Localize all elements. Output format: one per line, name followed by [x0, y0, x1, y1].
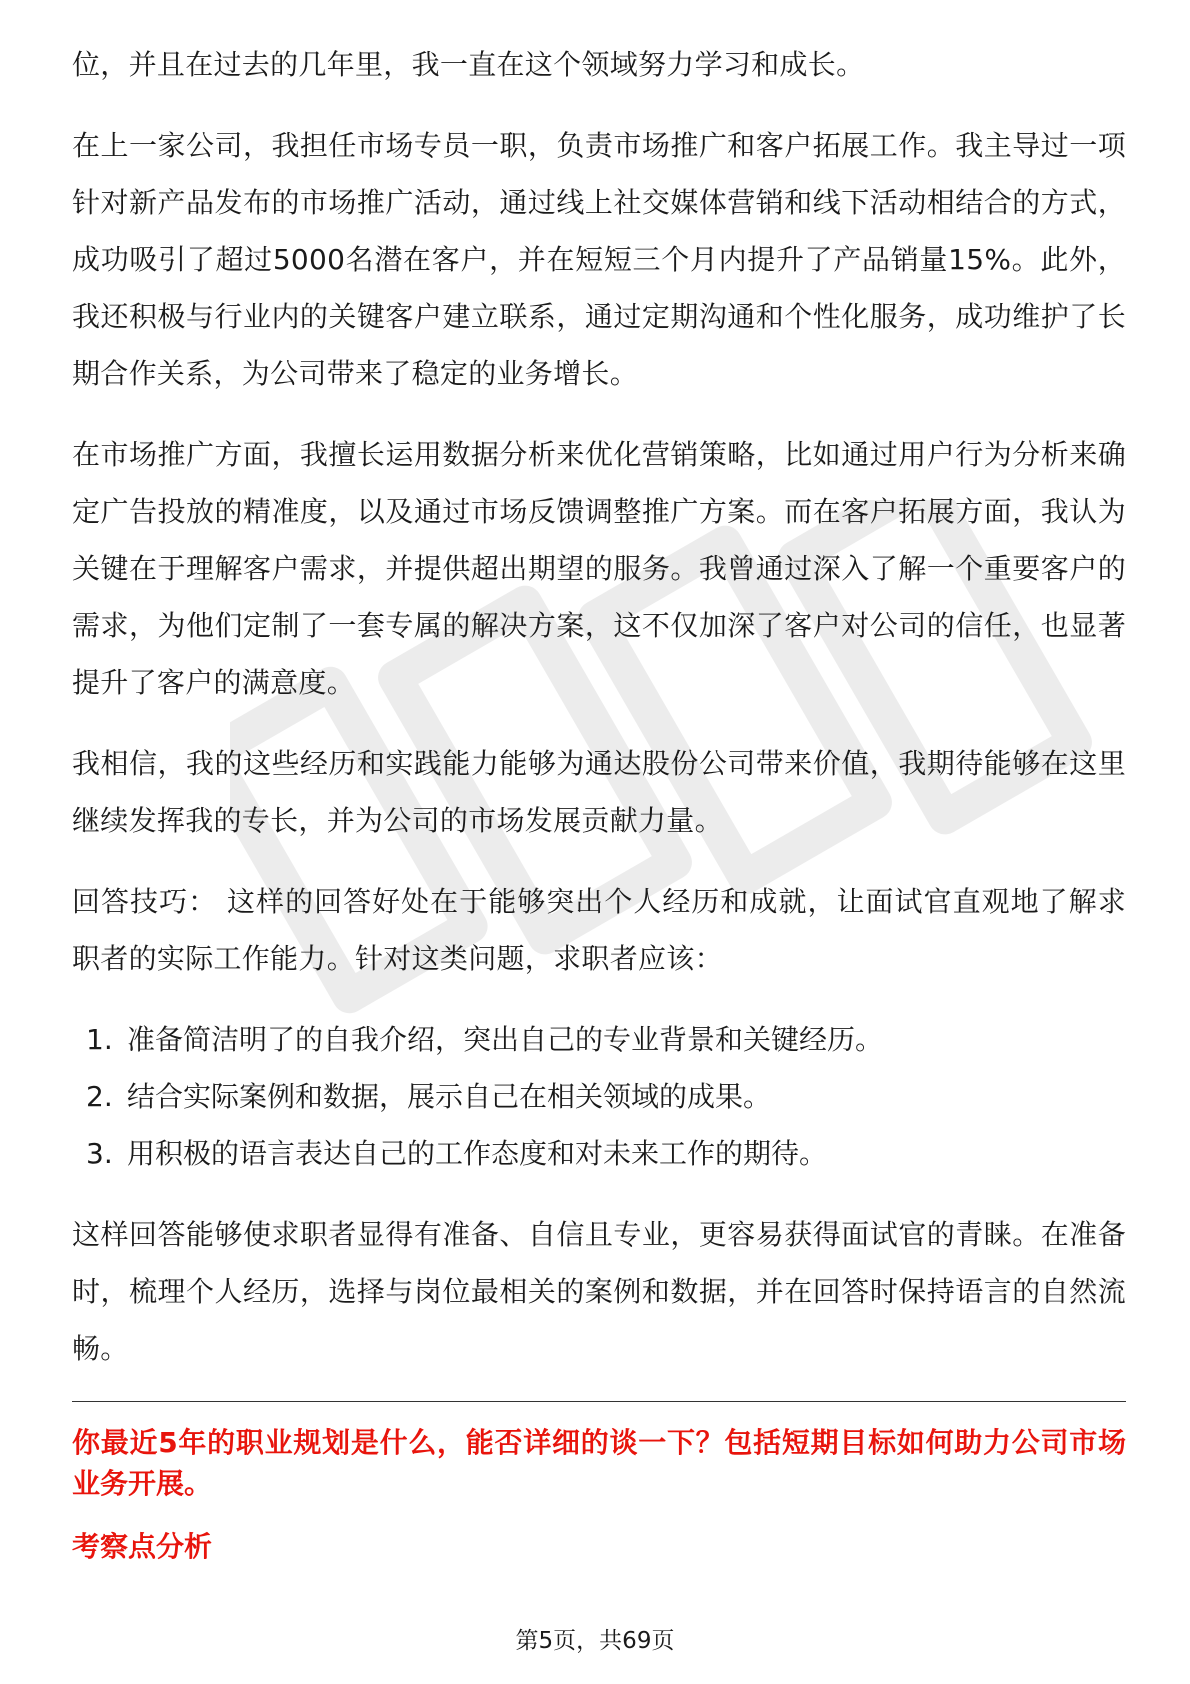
list-item-text: 结合实际案例和数据，展示自己在相关领域的成果。: [127, 1080, 772, 1113]
interview-question: 你最近5年的职业规划是什么，能否详细的谈一下？包括短期目标如何助力公司市场业务开展。: [72, 1426, 1126, 1500]
tips-list: [72, 1011, 1126, 1182]
list-item: [72, 1068, 1126, 1125]
paragraph-skills: 在市场推广方面，我擅长运用数据分析来优化营销策略，比如通过用户行为分析来确定广告投放的精准度，以及通过市场反馈调整推广方案。而在客户拓展方面，我认为关键在于理解客户需求，并提供超出期望的服务。我曾通过深入了解一个重要客户的需求，为他们定制了一套专属的解决方案，这不仅加深了客户对公司的信任，也显著提升了客户的满意度。: [72, 438, 1126, 699]
list-item-text: 用积极的语言表达自己的工作态度和对未来工作的期待。: [127, 1137, 828, 1170]
paragraph-tips-intro: 回答技巧： 这样的回答好处在于能够突出个人经历和成就，让面试官直观地了解求职者的实际工作能力。针对这类问题，求职者应该：: [72, 885, 1126, 975]
list-item-number: 2.: [86, 1080, 113, 1113]
list-item-text: 准备简洁明了的自我介绍，突出自己的专业背景和关键经历。: [127, 1023, 884, 1056]
section-title: 考察点分析: [72, 1530, 213, 1563]
paragraph-experience: 在上一家公司，我担任市场专员一职，负责市场推广和客户拓展工作。我主导过一项针对新产品发布的市场推广活动，通过线上社交媒体营销和线下活动相结合的方式，成功吸引了超过5000名潜在客户，并在短短三个月内提升了产品销量15%。此外，我还积极与行业内的关键客户建立联系，通过定期沟通和个性化服务，成功维护了长期合作关系，为公司带来了稳定的业务增长。: [72, 129, 1126, 390]
document-page: [72, 36, 1126, 1567]
list-item-number: 3.: [86, 1137, 113, 1170]
list-item: [72, 1011, 1126, 1068]
paragraph-intro: 位，并且在过去的几年里，我一直在这个领域努力学习和成长。: [72, 48, 865, 81]
list-item-number: 1.: [86, 1023, 113, 1056]
section-divider: [72, 1401, 1126, 1402]
paragraph-belief: 我相信，我的这些经历和实践能力能够为通达股份公司带来价值，我期待能够在这里继续发挥我的专长，并为公司的市场发展贡献力量。: [72, 747, 1126, 837]
list-item: [72, 1125, 1126, 1182]
paragraph-summary: 这样回答能够使求职者显得有准备、自信且专业，更容易获得面试官的青睐。在准备时，梳理个人经历，选择与岗位最相关的案例和数据，并在回答时保持语言的自然流畅。: [72, 1218, 1126, 1365]
page-number: 第5页，共69页: [515, 1628, 675, 1654]
